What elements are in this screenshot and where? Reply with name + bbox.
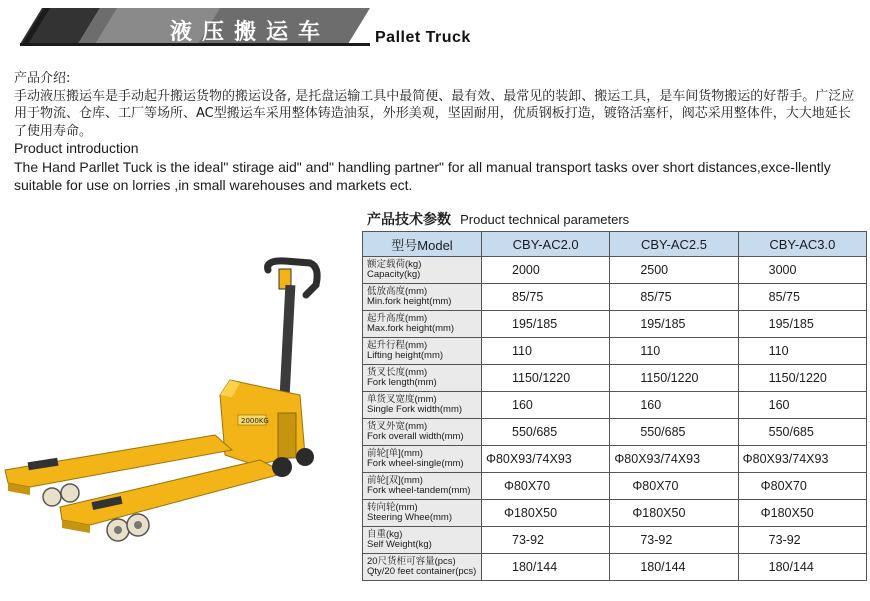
row-label xyxy=(363,554,482,581)
table-cell: 110 xyxy=(610,338,738,365)
table-row xyxy=(363,419,867,446)
header-banner xyxy=(20,6,370,46)
table-cell: 3000 xyxy=(738,257,866,284)
table-cell: 160 xyxy=(610,392,738,419)
row-label-en: Lifting height(mm) xyxy=(367,350,444,361)
intro-heading-en: Product introduction xyxy=(14,140,139,156)
table-cell: Φ80X93/74X93 xyxy=(482,446,610,473)
row-label-zh: 自重(kg) xyxy=(367,528,403,540)
intro-body-zh: 手动液压搬运车是手动起升搬运货物的搬运设备, 是托盘运输工具中最简便、最有效、最常见的装卸、搬运工具，是车间货物搬运的好帮手。广泛应用于物流、仓库、工厂等场所、AC型搬运车采用整体铸造油泵，外形美观，坚固耐用，优质钢板打造，镀铬活塞杆，阀芯采用整体件，大大地延长了使用寿命。 xyxy=(14,88,855,139)
page-title: 液压搬运车 xyxy=(170,20,331,45)
spec-table xyxy=(362,231,867,581)
table-cell: Φ80X93/74X93 xyxy=(610,446,738,473)
row-label-zh: 低放高度(mm) xyxy=(367,285,428,297)
capacity-plate: 2000KG xyxy=(241,417,269,425)
row-label-en: Fork wheel-single(mm) xyxy=(367,458,464,469)
table-row xyxy=(363,473,867,500)
table-row xyxy=(363,338,867,365)
table-row xyxy=(363,311,867,338)
row-label-en: Capacity(kg) xyxy=(367,269,421,280)
params-heading xyxy=(367,209,629,229)
table-cell: 550/685 xyxy=(482,419,610,446)
table-cell: Φ180X50 xyxy=(610,500,738,527)
table-cell: 1150/1220 xyxy=(610,365,738,392)
row-label-en: Steering Whee(mm) xyxy=(367,512,452,523)
table-cell: Φ80X93/74X93 xyxy=(738,446,866,473)
table-cell: 160 xyxy=(482,392,610,419)
table-row xyxy=(363,500,867,527)
row-label-en: Fork length(mm) xyxy=(367,377,437,388)
params-heading-en: Product technical parameters xyxy=(460,212,630,227)
table-cell: 160 xyxy=(738,392,866,419)
table-cell: 73-92 xyxy=(738,527,866,554)
table-cell: 180/144 xyxy=(482,554,610,581)
table-cell: 1150/1220 xyxy=(482,365,610,392)
row-label xyxy=(363,500,482,527)
table-cell: 195/185 xyxy=(738,311,866,338)
table-cell: 110 xyxy=(482,338,610,365)
column-header: CBY-AC2.0 xyxy=(482,232,610,257)
table-row xyxy=(363,392,867,419)
table-cell: 85/75 xyxy=(482,284,610,311)
table-row xyxy=(363,446,867,473)
row-label xyxy=(363,338,482,365)
row-label xyxy=(363,473,482,500)
row-label-zh: 转向轮(mm) xyxy=(367,501,418,513)
table-cell: Φ80X70 xyxy=(482,473,610,500)
row-label-zh: 前轮[双](mm) xyxy=(367,474,423,486)
table-cell: 195/185 xyxy=(610,311,738,338)
table-cell: Φ180X50 xyxy=(482,500,610,527)
table-cell: 180/144 xyxy=(738,554,866,581)
table-cell: Φ180X50 xyxy=(738,500,866,527)
column-header: CBY-AC3.0 xyxy=(738,232,866,257)
row-label xyxy=(363,419,482,446)
row-label xyxy=(363,311,482,338)
page-title-english: Pallet Truck xyxy=(375,29,471,46)
table-cell: 1150/1220 xyxy=(738,365,866,392)
row-label-en: Single Fork width(mm) xyxy=(367,404,463,415)
row-label xyxy=(363,527,482,554)
pallet-truck-image xyxy=(0,255,345,555)
table-row xyxy=(363,365,867,392)
pallet-truck-illustration xyxy=(0,255,345,555)
row-label-en: Qty/20 feet container(pcs) xyxy=(367,566,477,577)
intro-body-en: The Hand Parllet Tuck is the ideal" stirage aid" and" handling partner" for all manual transport tasks over short distances,exce-llently suitable for use on lorries ,in small warehouses and markets ect. xyxy=(14,158,831,193)
table-cell: 550/685 xyxy=(610,419,738,446)
row-label xyxy=(363,257,482,284)
table-row xyxy=(363,527,867,554)
table-cell: Φ80X70 xyxy=(738,473,866,500)
row-label-zh: 额定载荷(kg) xyxy=(367,258,422,270)
row-label-zh: 单货叉宽度(mm) xyxy=(367,393,437,405)
row-label-zh: 20尺货柜可容量(pcs) xyxy=(367,555,456,567)
table-row xyxy=(363,257,867,284)
row-label-zh: 货叉长度(mm) xyxy=(367,366,428,378)
table-cell: 85/75 xyxy=(610,284,738,311)
product-intro xyxy=(14,70,862,194)
row-label xyxy=(363,365,482,392)
row-label xyxy=(363,392,482,419)
table-cell: 73-92 xyxy=(482,527,610,554)
params-heading-zh: 产品技术参数 xyxy=(367,212,451,228)
table-cell: 73-92 xyxy=(610,527,738,554)
table-cell: 550/685 xyxy=(738,419,866,446)
row-label-zh: 起升高度(mm) xyxy=(367,312,428,324)
row-label-en: Fork wheel-tandem(mm) xyxy=(367,485,471,496)
column-header-model: 型号Model xyxy=(363,232,482,257)
row-label-zh: 起升行程(mm) xyxy=(367,339,428,351)
row-label-en: Fork overall width(mm) xyxy=(367,431,464,442)
table-cell: 2000 xyxy=(482,257,610,284)
intro-heading-zh: 产品介绍: xyxy=(14,71,71,86)
table-cell: 85/75 xyxy=(738,284,866,311)
row-label-en: Max.fork height(mm) xyxy=(367,323,455,334)
row-label-en: Self Weight(kg) xyxy=(367,539,432,550)
row-label-zh: 前轮[单](mm) xyxy=(367,447,423,459)
row-label-zh: 货叉外宽(mm) xyxy=(367,420,428,432)
row-label xyxy=(363,284,482,311)
table-cell: Φ80X70 xyxy=(610,473,738,500)
row-label-en: Min.fork height(mm) xyxy=(367,296,452,307)
spec-table-header xyxy=(363,232,867,257)
table-row xyxy=(363,284,867,311)
table-cell: 110 xyxy=(738,338,866,365)
table-cell: 195/185 xyxy=(482,311,610,338)
table-cell: 180/144 xyxy=(610,554,738,581)
table-row xyxy=(363,554,867,581)
table-cell: 2500 xyxy=(610,257,738,284)
column-header: CBY-AC2.5 xyxy=(610,232,738,257)
row-label xyxy=(363,446,482,473)
